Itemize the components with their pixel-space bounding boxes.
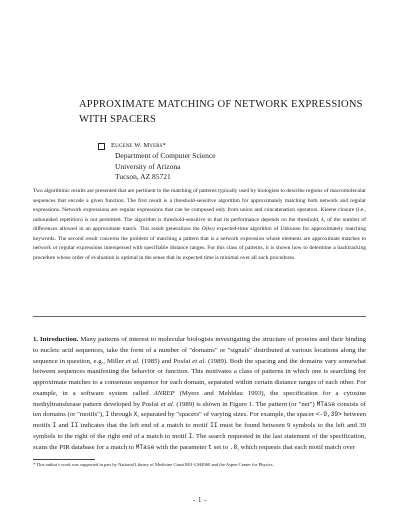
intro-text-2: (1985) and Posfai [139,357,193,365]
author-name: Eugene W. Myers* [111,142,166,149]
abstract-var-k: k [321,216,324,223]
abstract-text-2: , of the number of differences allowed in an approximate match. This result generalizes the [33,216,366,233]
intro-text-9: between motifs [33,411,367,429]
code-mtase-2: MTase [135,443,155,451]
code-motif-i-1: I [105,411,110,419]
title-line-1: APPROXIMATE MATCHING OF NETWORK EXPRESSIONS [79,99,363,110]
intro-text-12: must be found between 9 symbols to the left and 39 symbols to the right of the right end of a match to motif [33,422,367,440]
intro-text-11: indicates that the left end of a match to motif [78,422,211,429]
title-line-2: WITH SPACERS [79,113,157,125]
code-motif-ii-2: II [210,422,218,429]
intro-etal-1: et al. [125,357,140,365]
code-spacer: <-9,39> [315,411,342,419]
author-university: University of Arizona [115,161,181,171]
intro-text-10: and [56,422,71,429]
abstract [33,187,366,263]
intro-text-14: with the parameter [154,443,209,451]
footnote: * This author's work was supported in part by National Library of Medicine Grant R01-LM4960 and the Aspen Center for Physics. [33,462,274,467]
intro-etal-3: et al. [160,400,175,408]
intro-text-5: (1989) is shown in Figure 1. The pattern (or "net") [174,400,317,408]
paper-title [79,98,369,127]
intro-text-15: set to [212,443,230,451]
intro-text-8: , separated by "spacers" of varying sizes. For example, the spacer [137,411,316,419]
code-mtase-1: MTase [316,400,336,408]
intro-text-7: through [109,411,134,419]
section-heading: 1. Introduction. [33,336,79,343]
footnote-divider [33,459,95,460]
square-bullet-icon [98,143,105,150]
code-param-t: t [208,443,212,451]
page-number: - 1 - [192,497,208,504]
author-line [111,141,216,151]
code-motif-x: X [133,411,138,419]
intro-text-1: Many patterns of interest to molecular biologists investigating the structure of proteins and their binding to nucleic acid sequences, take the form of a number of "domains" or "signals" distributed at various locations along the sequence in question, e.g., Miller [33,336,366,365]
intro-anrep: ANREP [153,389,175,397]
code-motif-i-3: I [188,432,193,440]
author-block [111,141,216,182]
intro-text-13: . The search requested in the last statement of the specification, scans the PIR database for a match to [33,432,366,451]
intro-etal-2: et al. [192,357,207,365]
intro-text-3: (1989). Both the spacing and the domains vary somewhat between sequences manifesting the behavior or function. This motivates a class of patterns in which one is searching for approximate matches to a consensus sequence for each domain, separated within certain distance ranges of each other. For example, in a software system called [33,357,367,397]
abstract-text-3: expected-time algorithm of Ukkonen for approximately matching keywords. The second result concerns the problem of matching a pattern that is a network expression whose elements are approximate matches to network or regular expressions interspersed with specifiable distance ranges. For this class of patterns, it is shown how to determine a backtracking procedure whose order of evaluation is optimal in the sense that its expected time is minimal over all such procedures. [33,226,366,261]
code-param-value: .8 [229,443,238,451]
code-motif-i-2: I [52,422,57,429]
intro-text-6: consists of ten domains (or "motifs"), [33,400,366,419]
code-motif-ii-1: II [70,422,79,429]
introduction-paragraph [33,335,366,453]
intro-text-4: (Myers and Mehldau 1993), the specification for a cytosine methyltransferase pattern developed by Posfai [33,389,367,408]
author-department: Department of Computer Science [115,151,216,161]
author-location: Tucson, AZ 85721 [115,171,171,181]
abstract-complexity: O(kn) [201,226,215,233]
section-divider [33,316,366,317]
abstract-text-1: Two algorithmic results are presented that are pertinent to the matching of patterns typically used by biologists to describe regions of macromolecular sequences that encode a given function. The first result is a threshold-sensitive algorithm for approximately matching both network and regular expressions. Network expressions are regular expressions that can be composed only from union and concatenation operators. Kleene closure (i.e., unbounded repetition) is not permitted. The algorithm is threshold-sensitive in that its performance depends on the threshold, [33,188,366,223]
intro-text-16: , which requests that each motif match over [237,443,355,451]
